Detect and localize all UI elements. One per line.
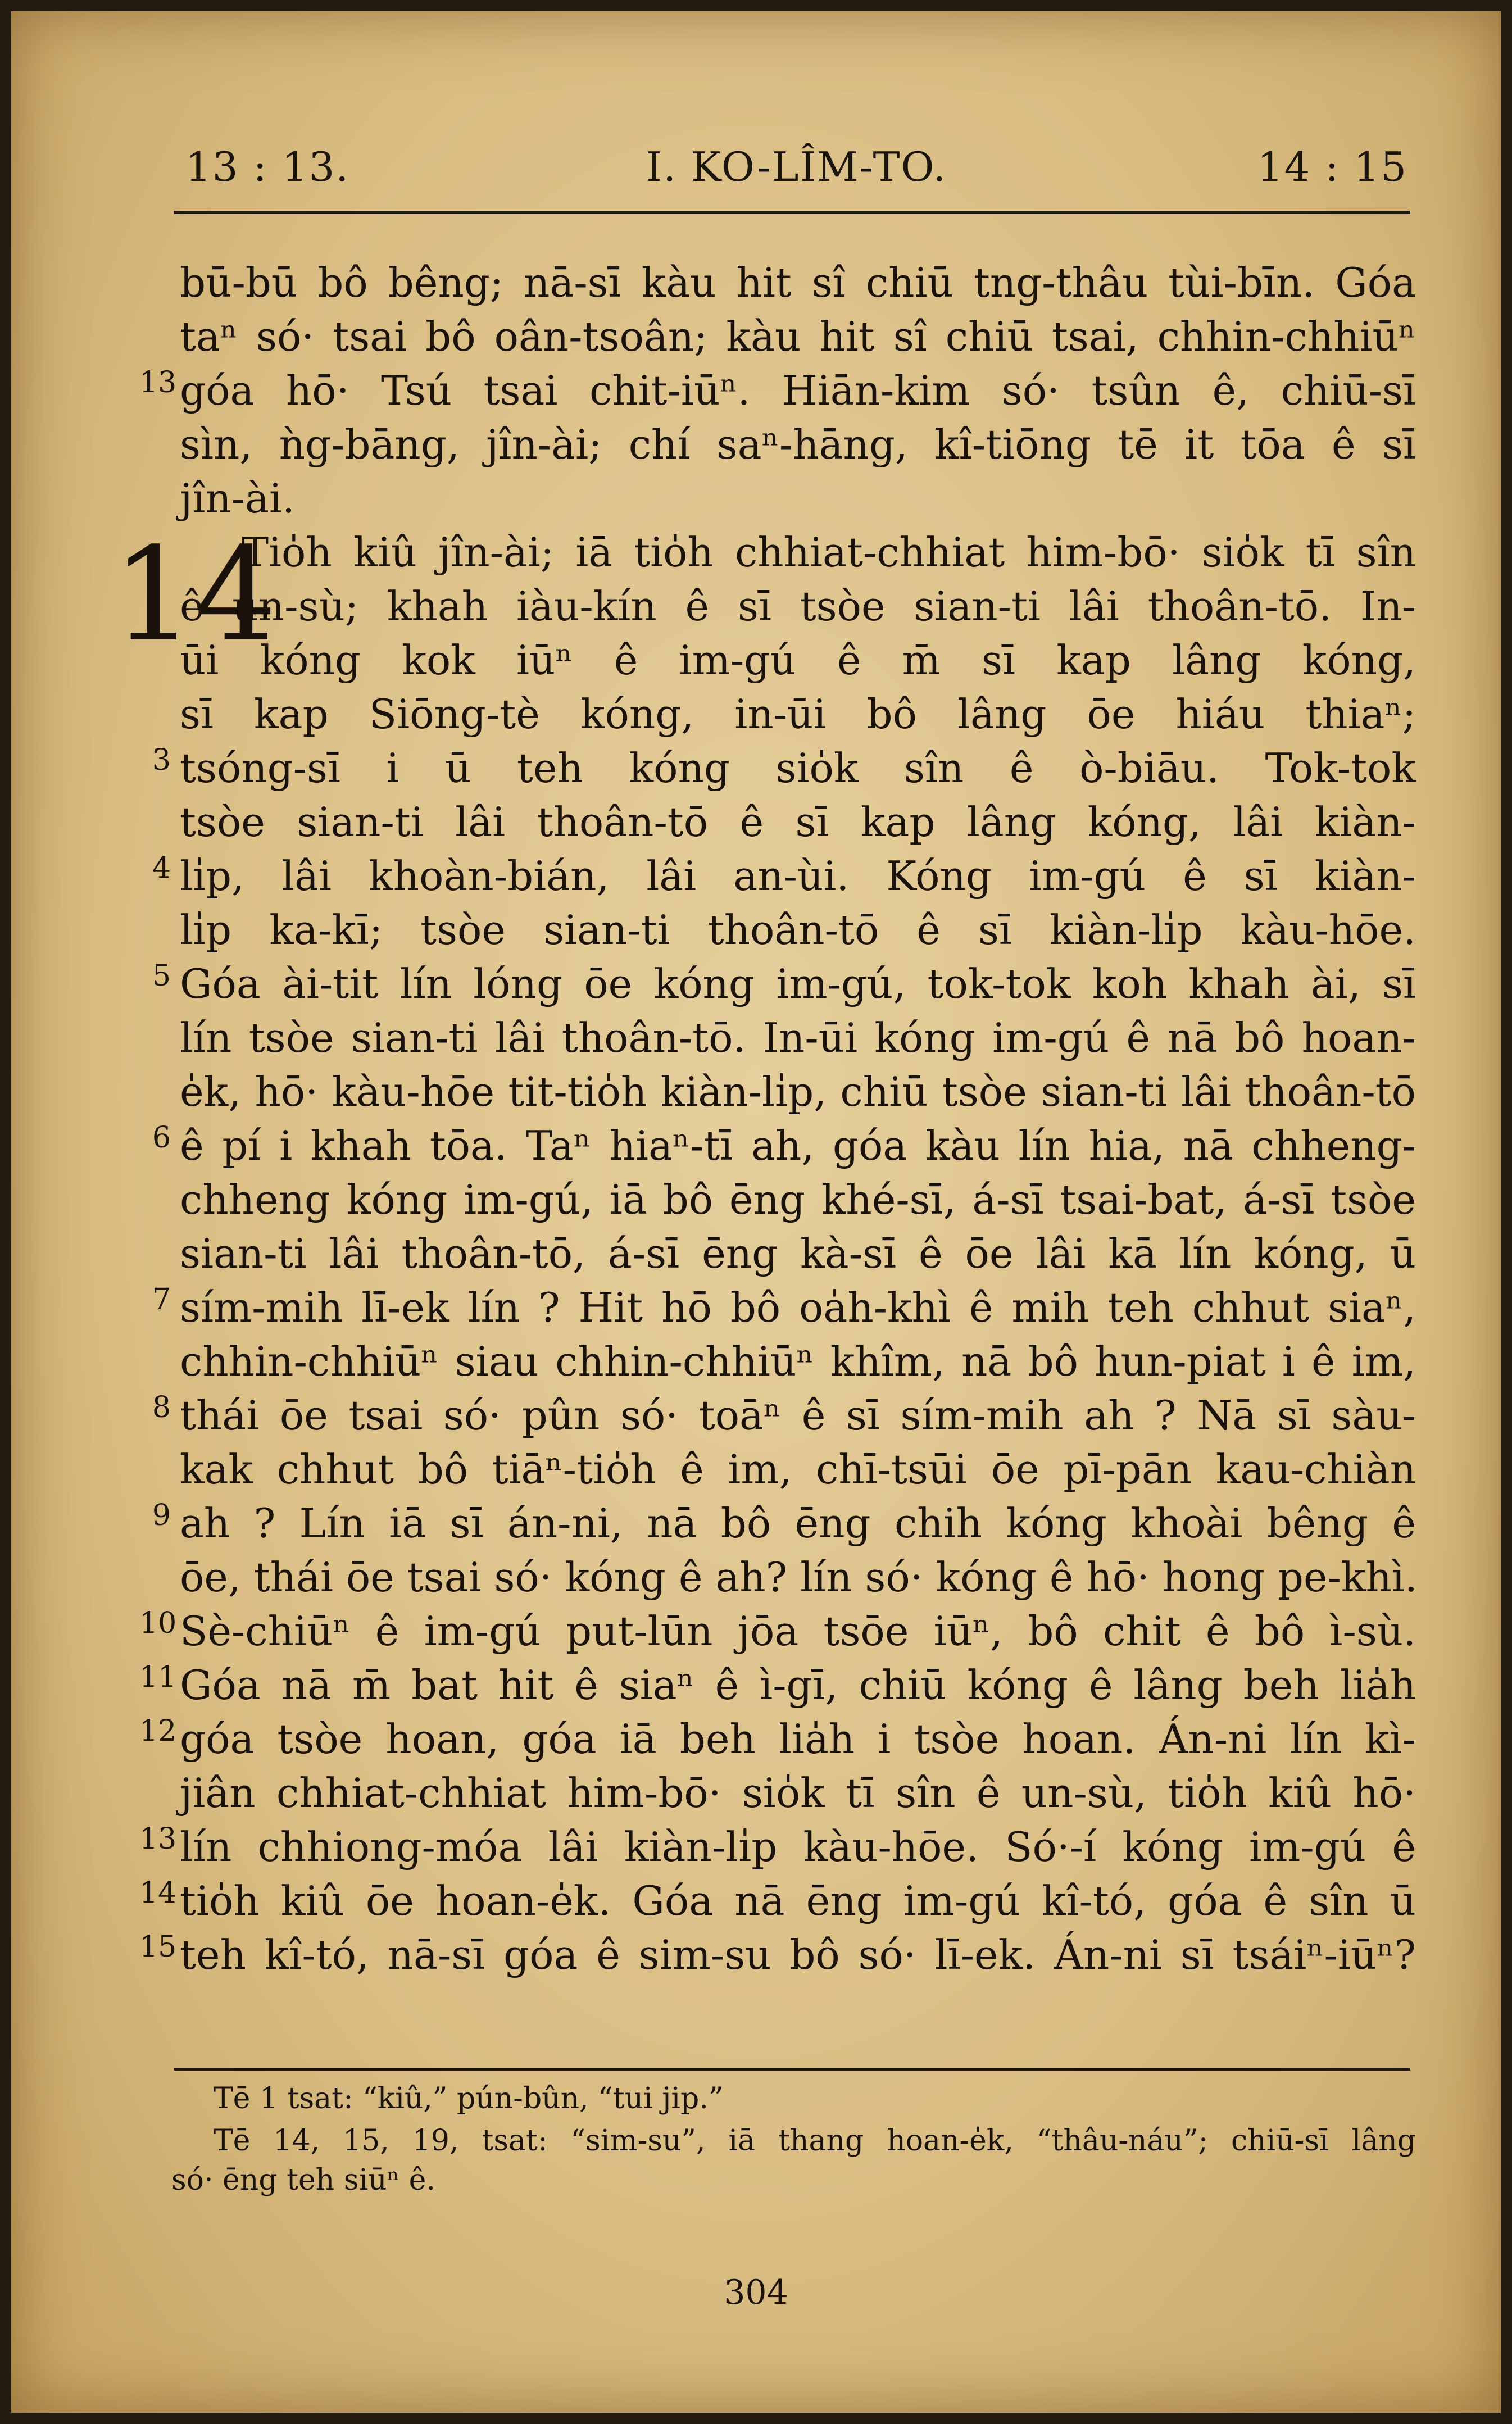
text-line: [139, 1874, 1416, 1928]
text-line: [180, 1011, 1416, 1065]
verse-number: 11: [139, 1660, 177, 1694]
text-line: [139, 1820, 1416, 1874]
verse-number: 6: [152, 1121, 171, 1155]
footnote-1: Tē 1 tsat: “kiû,” pún-bûn, “tui jip.”: [214, 2082, 724, 2116]
text-line: [180, 1334, 1416, 1388]
footnote-rule: [174, 2068, 1410, 2071]
verse-number: 10: [139, 1606, 177, 1640]
line-text: li̍p, lâi khoàn-bián, lâi an-ùi. Kóng im-gú ê sī kiàn-: [180, 852, 1416, 900]
text-line: [180, 525, 1416, 579]
line-text: Góa ài-tit lín lóng ōe kóng im-gú, tok-tok koh khah ài, sī: [180, 960, 1416, 1007]
line-text: sī kap Siōng-tè kóng, in-ūi bô lâng ōe hiáu thiaⁿ;: [180, 691, 1416, 738]
text-line: [152, 1119, 1416, 1173]
footnote-2-continued: só· ēng teh siūⁿ ê.: [171, 2163, 435, 2197]
text-line: [180, 1766, 1416, 1820]
line-text: góa tsòe hoan, góa iā beh lia̍h i tsòe hoan. Án-ni lín kì-: [180, 1715, 1416, 1763]
line-text: Góa nā m̄ bat hit ê siaⁿ ê ì-gī, chiū kóng ê lâng beh lia̍h: [180, 1662, 1416, 1709]
line-text: lín chhiong-móa lâi kiàn-li̍p kàu-hōe. Só·-í kóng im-gú ê: [180, 1823, 1416, 1871]
line-text: sian-ti lâi thoân-tō, á-sī ēng kà-sī ê ōe lâi kā lín kóng, ū: [180, 1230, 1416, 1277]
text-line: [180, 903, 1416, 957]
footnote-2: Tē 14, 15, 19, tsat: “sim-su”, iā thang hoan-e̍k, “thâu-náu”; chiū-sī lâng: [214, 2124, 1416, 2158]
verse-number: 8: [152, 1391, 171, 1424]
text-line: [152, 1388, 1416, 1442]
line-text: sìn, ǹg-bāng, jîn-ài; chí saⁿ-hāng, kî-tiōng tē it tōa ê sī: [180, 421, 1416, 468]
verse-number: 14: [139, 1876, 177, 1910]
header-rule: [174, 211, 1410, 214]
text-line: [180, 417, 1416, 471]
main-text: [139, 256, 1418, 1982]
line-text: sím-mih lī-ek lín ? Hit hō bô oa̍h-khì ê mih teh chhut siaⁿ,: [180, 1284, 1416, 1331]
verse-number: 12: [139, 1714, 177, 1748]
text-line: [180, 1442, 1416, 1496]
verse-number: 4: [152, 851, 171, 885]
text-line: [180, 579, 1416, 633]
line-text: ōe, thái ōe tsai só· kóng ê ah? lín só· kóng ê hō· hong pe-khì.: [180, 1554, 1418, 1601]
text-line: [152, 1496, 1416, 1550]
text-line: [152, 957, 1416, 1011]
verse-number: 3: [152, 743, 171, 777]
line-text: Sè-chiūⁿ ê im-gú put-lūn jōa tsōe iūⁿ, bô chit ê bô ì-sù.: [180, 1608, 1416, 1655]
line-text: ah ? Lín iā sī án-ni, nā bô ēng chih kóng khoài bêng ê: [180, 1500, 1416, 1547]
line-text: taⁿ só· tsai bô oân-tsoân; kàu hit sî chiū tsai, chhin-chhiūⁿ: [180, 313, 1416, 360]
chapter-number: 14: [112, 520, 277, 670]
text-line: [139, 1604, 1416, 1658]
verse-number: 5: [152, 959, 171, 993]
header-book-title: I. KO-LÎM-TO.: [646, 143, 947, 190]
line-text: kak chhut bô tiāⁿ-tio̍h ê im, chī-tsūi ōe pī-pān kau-chiàn: [180, 1446, 1416, 1493]
text-line: [139, 364, 1416, 417]
header-left-reference: 13 : 13.: [185, 143, 350, 190]
line-text: bū-bū bô bêng; nā-sī kàu hit sî chiū tng-thâu tùi-bīn. Góa: [180, 259, 1416, 306]
text-line: [180, 1550, 1416, 1604]
text-line: [152, 1281, 1416, 1334]
line-text: teh kî-tó, nā-sī góa ê sim-su bô só· lī-ek. Án-ni sī tsáiⁿ-iūⁿ?: [180, 1931, 1416, 1978]
page-number: 304: [724, 2273, 788, 2312]
text-line: [139, 1928, 1416, 1982]
line-text: chhin-chhiūⁿ siau chhin-chhiūⁿ khîm, nā bô hun-piat i ê im,: [180, 1338, 1416, 1385]
line-text: e̍k, hō· kàu-hōe tit-tio̍h kiàn-li̍p, chiū tsòe sian-ti lâi thoân-tō: [180, 1068, 1416, 1115]
line-text: jîn-ài.: [180, 475, 295, 522]
line-text: ê pí i khah tōa. Taⁿ hiaⁿ-tī ah, góa kàu lín hia, nā chheng-: [180, 1122, 1416, 1169]
line-text: li̍p ka-kī; tsòe sian-ti thoân-tō ê sī kiàn-li̍p kàu-hōe.: [180, 906, 1416, 954]
line-text: lín tsòe sian-ti lâi thoân-tō. In-ūi kóng im-gú ê nā bô hoan-: [180, 1014, 1416, 1061]
text-line: [152, 741, 1416, 795]
verse-number: 7: [152, 1283, 171, 1317]
text-line: [139, 1712, 1416, 1766]
line-text: chheng kóng im-gú, iā bô ēng khé-sī, á-sī tsai-bat, á-sī tsòe: [180, 1176, 1416, 1223]
header-right-reference: 14 : 15: [1257, 143, 1407, 190]
line-text: Tio̍h kiû jîn-ài; iā tio̍h chhiat-chhiat him-bō· sio̍k tī sîn: [242, 529, 1416, 576]
verse-number: 15: [139, 1930, 177, 1964]
line-text: ê un-sù; khah iàu-kín ê sī tsòe sian-ti lâi thoân-tō. In-: [180, 583, 1416, 630]
line-text: ūi kóng kok iūⁿ ê im-gú ê m̄ sī kap lâng kóng,: [180, 637, 1416, 684]
verse-number: 13: [139, 1822, 177, 1856]
verse-number: 13: [139, 366, 177, 400]
line-text: tsóng-sī i ū teh kóng sio̍k sîn ê ò-biāu. Tok-tok: [180, 745, 1416, 792]
book-page: [11, 11, 1501, 2413]
text-line: [180, 256, 1416, 310]
line-text: tsòe sian-ti lâi thoân-tō ê sī kap lâng kóng, lâi kiàn-: [180, 798, 1416, 846]
line-text: tio̍h kiû ōe hoan-e̍k. Góa nā ēng im-gú kî-tó, góa ê sîn ū: [180, 1877, 1416, 1924]
running-header: [185, 143, 1407, 205]
text-line: [139, 1658, 1416, 1712]
text-line: [180, 633, 1416, 687]
text-line: [180, 1065, 1416, 1119]
text-line: [180, 795, 1416, 849]
text-line: [180, 310, 1416, 364]
text-line: [180, 687, 1416, 741]
text-line: [180, 1173, 1416, 1227]
line-text: thái ōe tsai só· pûn só· toāⁿ ê sī sím-mih ah ? Nā sī sàu-: [180, 1392, 1416, 1439]
text-line: [180, 1227, 1416, 1281]
text-line: [180, 471, 1416, 525]
line-text: góa hō· Tsú tsai chit-iūⁿ. Hiān-kim só· tsûn ê, chiū-sī: [180, 367, 1416, 414]
text-line: [152, 849, 1416, 903]
line-text: jiân chhiat-chhiat him-bō· sio̍k tī sîn ê un-sù, tio̍h kiû hō·: [180, 1769, 1416, 1817]
verse-number: 9: [152, 1499, 171, 1532]
